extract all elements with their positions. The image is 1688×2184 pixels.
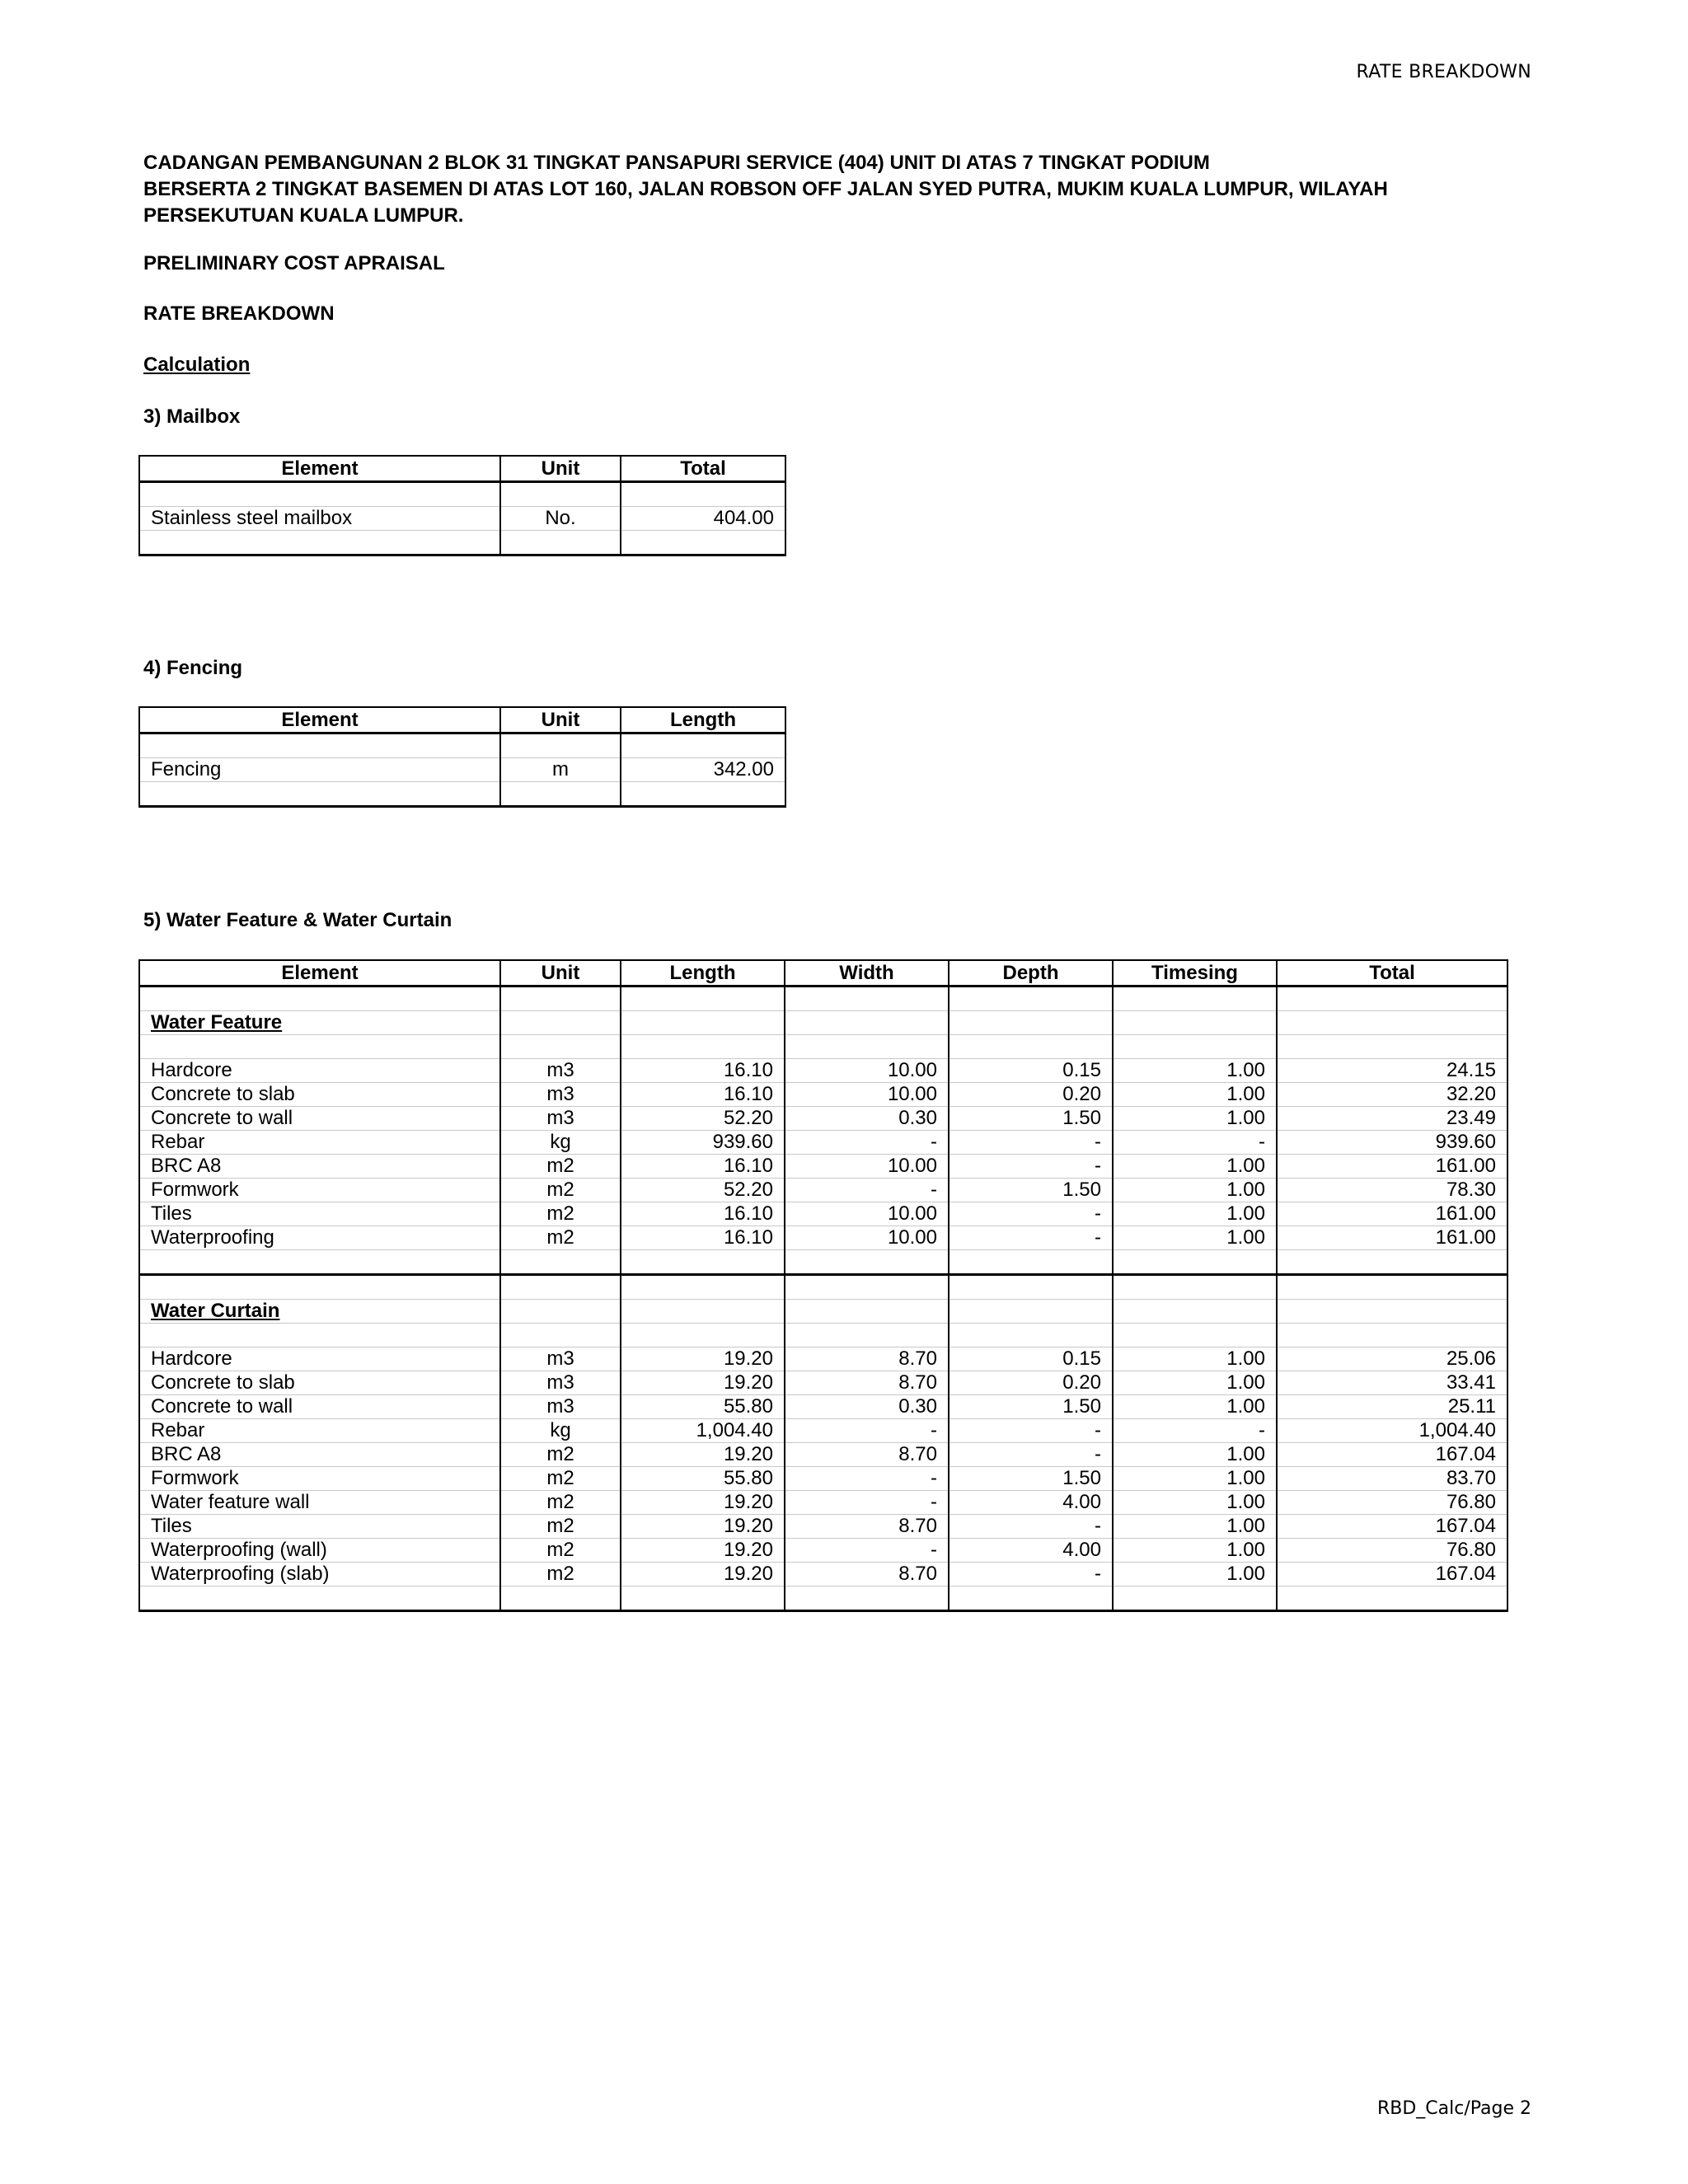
timesing-cell: 1.00	[1113, 1563, 1277, 1586]
total-cell: 161.00	[1277, 1226, 1507, 1250]
timesing-cell: 1.00	[1113, 1155, 1277, 1179]
unit-cell: No.	[500, 507, 621, 531]
element-cell: Tiles	[139, 1202, 500, 1226]
unit-cell: m2	[500, 1491, 621, 1515]
total-cell: 32.20	[1277, 1083, 1507, 1107]
depth-cell: -	[949, 1515, 1113, 1539]
width-cell: -	[785, 1491, 949, 1515]
depth-cell: 1.50	[949, 1107, 1113, 1131]
element-cell: Concrete to wall	[139, 1395, 500, 1419]
total-cell: 25.11	[1277, 1395, 1507, 1419]
column-header: Total	[1277, 960, 1507, 987]
unit-cell: m3	[500, 1083, 621, 1107]
width-cell: 0.30	[785, 1107, 949, 1131]
element-cell: Concrete to wall	[139, 1107, 500, 1131]
unit-cell: m2	[500, 1467, 621, 1491]
element-cell: Formwork	[139, 1179, 500, 1202]
depth-cell: -	[949, 1443, 1113, 1467]
table-row	[139, 1155, 1507, 1179]
depth-cell: 4.00	[949, 1491, 1113, 1515]
column-header: Element	[139, 456, 500, 482]
mailbox-table	[138, 455, 786, 556]
total-cell: 23.49	[1277, 1107, 1507, 1131]
width-cell: -	[785, 1539, 949, 1563]
unit-cell: m3	[500, 1347, 621, 1371]
total-cell: 76.80	[1277, 1539, 1507, 1563]
table-row	[139, 1107, 1507, 1131]
element-cell: Rebar	[139, 1419, 500, 1443]
unit-cell: m3	[500, 1395, 621, 1419]
table-row	[139, 1539, 1507, 1563]
water-heading: 5) Water Feature & Water Curtain	[143, 909, 452, 931]
total-cell: 161.00	[1277, 1155, 1507, 1179]
total-cell: 78.30	[1277, 1179, 1507, 1202]
timesing-cell: 1.00	[1113, 1347, 1277, 1371]
element-cell: Waterproofing	[139, 1226, 500, 1250]
element-cell: Water feature wall	[139, 1491, 500, 1515]
width-cell: 8.70	[785, 1347, 949, 1371]
total-cell: 1,004.40	[1277, 1419, 1507, 1443]
length-cell: 16.10	[621, 1155, 785, 1179]
width-cell: 10.00	[785, 1226, 949, 1250]
total-cell: 33.41	[1277, 1371, 1507, 1395]
element-cell: Fencing	[139, 758, 500, 782]
total-cell: 25.06	[1277, 1347, 1507, 1371]
element-cell: BRC A8	[139, 1443, 500, 1467]
total-cell: 24.15	[1277, 1059, 1507, 1083]
unit-cell: kg	[500, 1419, 621, 1443]
unit-cell: m2	[500, 1155, 621, 1179]
total-cell: 83.70	[1277, 1467, 1507, 1491]
depth-cell: 4.00	[949, 1539, 1113, 1563]
table-row	[139, 1131, 1507, 1155]
width-cell: 10.00	[785, 1083, 949, 1107]
length-cell: 342.00	[621, 758, 785, 782]
unit-cell: m2	[500, 1443, 621, 1467]
table-row	[139, 1515, 1507, 1539]
width-cell: 0.30	[785, 1395, 949, 1419]
depth-cell: -	[949, 1419, 1113, 1443]
table-row	[139, 1347, 1507, 1371]
total-cell: 167.04	[1277, 1443, 1507, 1467]
table-row	[139, 1491, 1507, 1515]
column-header: Width	[785, 960, 949, 987]
timesing-cell: 1.00	[1113, 1179, 1277, 1202]
length-cell: 939.60	[621, 1131, 785, 1155]
column-header: Unit	[500, 707, 621, 733]
width-cell: 8.70	[785, 1563, 949, 1586]
element-cell: Rebar	[139, 1131, 500, 1155]
timesing-cell: 1.00	[1113, 1467, 1277, 1491]
table-row	[139, 1467, 1507, 1491]
element-cell: Hardcore	[139, 1059, 500, 1083]
timesing-cell: 1.00	[1113, 1371, 1277, 1395]
table-row	[139, 507, 785, 531]
depth-cell: 0.20	[949, 1083, 1113, 1107]
table-row	[139, 1226, 1507, 1250]
unit-cell: m	[500, 758, 621, 782]
element-cell: Concrete to slab	[139, 1371, 500, 1395]
timesing-cell: 1.00	[1113, 1539, 1277, 1563]
width-cell: -	[785, 1179, 949, 1202]
element-cell: Hardcore	[139, 1347, 500, 1371]
column-header: Length	[621, 960, 785, 987]
depth-cell: -	[949, 1563, 1113, 1586]
mailbox-heading: 3) Mailbox	[143, 405, 241, 428]
depth-cell: -	[949, 1226, 1113, 1250]
column-header: Element	[139, 960, 500, 987]
unit-cell: m3	[500, 1059, 621, 1083]
table-row	[139, 1371, 1507, 1395]
unit-cell: m3	[500, 1371, 621, 1395]
table-row	[139, 1395, 1507, 1419]
table-row	[139, 1443, 1507, 1467]
length-cell: 19.20	[621, 1347, 785, 1371]
project-title-line: CADANGAN PEMBANGUNAN 2 BLOK 31 TINGKAT PANSAPURI SERVICE (404) UNIT DI ATAS 7 TINGKAT PODIUM	[143, 152, 1210, 174]
timesing-cell: 1.00	[1113, 1202, 1277, 1226]
timesing-cell: 1.00	[1113, 1515, 1277, 1539]
length-cell: 52.20	[621, 1107, 785, 1131]
project-title-line: BERSERTA 2 TINGKAT BASEMEN DI ATAS LOT 160, JALAN ROBSON OFF JALAN SYED PUTRA, MUKIM KUALA LUMPUR, WILAYAH	[143, 178, 1388, 200]
total-cell: 404.00	[621, 507, 785, 531]
project-title-line: PERSEKUTUAN KUALA LUMPUR.	[143, 204, 464, 227]
unit-cell: m2	[500, 1179, 621, 1202]
element-cell: Waterproofing (wall)	[139, 1539, 500, 1563]
unit-cell: m2	[500, 1539, 621, 1563]
timesing-cell: 1.00	[1113, 1059, 1277, 1083]
length-cell: 16.10	[621, 1226, 785, 1250]
length-cell: 55.80	[621, 1467, 785, 1491]
column-header: Timesing	[1113, 960, 1277, 987]
depth-cell: -	[949, 1131, 1113, 1155]
total-cell: 76.80	[1277, 1491, 1507, 1515]
column-header: Element	[139, 707, 500, 733]
depth-cell: 0.15	[949, 1347, 1113, 1371]
total-cell: 167.04	[1277, 1563, 1507, 1586]
width-cell: -	[785, 1467, 949, 1491]
column-header: Depth	[949, 960, 1113, 987]
length-cell: 16.10	[621, 1083, 785, 1107]
length-cell: 19.20	[621, 1563, 785, 1586]
unit-cell: m2	[500, 1515, 621, 1539]
timesing-cell: -	[1113, 1131, 1277, 1155]
subtitle: PRELIMINARY COST APRAISAL	[143, 252, 445, 274]
timesing-cell: 1.00	[1113, 1491, 1277, 1515]
length-cell: 19.20	[621, 1371, 785, 1395]
column-header: Length	[621, 707, 785, 733]
width-cell: 10.00	[785, 1155, 949, 1179]
length-cell: 16.10	[621, 1202, 785, 1226]
table-row	[139, 1083, 1507, 1107]
total-cell: 939.60	[1277, 1131, 1507, 1155]
element-cell: Formwork	[139, 1467, 500, 1491]
length-cell: 55.80	[621, 1395, 785, 1419]
length-cell: 19.20	[621, 1443, 785, 1467]
width-cell: 8.70	[785, 1515, 949, 1539]
page-footer: RBD_Calc/Page 2	[1376, 2098, 1531, 2119]
element-cell: BRC A8	[139, 1155, 500, 1179]
timesing-cell: 1.00	[1113, 1107, 1277, 1131]
section-title: RATE BREAKDOWN	[143, 302, 335, 325]
depth-cell: -	[949, 1155, 1113, 1179]
depth-cell: 1.50	[949, 1179, 1113, 1202]
timesing-cell: 1.00	[1113, 1443, 1277, 1467]
width-cell: 10.00	[785, 1059, 949, 1083]
table-row	[139, 1202, 1507, 1226]
table-row	[139, 1059, 1507, 1083]
column-header: Unit	[500, 960, 621, 987]
depth-cell: 1.50	[949, 1395, 1113, 1419]
project-title	[143, 150, 1503, 229]
timesing-cell: 1.00	[1113, 1226, 1277, 1250]
table-row	[139, 1179, 1507, 1202]
timesing-cell: -	[1113, 1419, 1277, 1443]
depth-cell: -	[949, 1202, 1113, 1226]
length-cell: 19.20	[621, 1539, 785, 1563]
length-cell: 16.10	[621, 1059, 785, 1083]
water-curtain-title: Water Curtain	[151, 1300, 280, 1322]
element-cell: Tiles	[139, 1515, 500, 1539]
water-table	[138, 959, 1508, 1612]
column-header: Unit	[500, 456, 621, 482]
water-feature-title: Water Feature	[151, 1011, 283, 1033]
width-cell: 8.70	[785, 1443, 949, 1467]
fencing-table	[138, 706, 786, 808]
element-cell: Waterproofing (slab)	[139, 1563, 500, 1586]
timesing-cell: 1.00	[1113, 1083, 1277, 1107]
depth-cell: 0.20	[949, 1371, 1113, 1395]
total-cell: 167.04	[1277, 1515, 1507, 1539]
unit-cell: m2	[500, 1226, 621, 1250]
unit-cell: m2	[500, 1563, 621, 1586]
total-cell: 161.00	[1277, 1202, 1507, 1226]
unit-cell: m3	[500, 1107, 621, 1131]
timesing-cell: 1.00	[1113, 1395, 1277, 1419]
width-cell: 10.00	[785, 1202, 949, 1226]
length-cell: 52.20	[621, 1179, 785, 1202]
calculation-label: Calculation	[143, 354, 251, 376]
table-row	[139, 1563, 1507, 1586]
unit-cell: kg	[500, 1131, 621, 1155]
column-header: Total	[621, 456, 785, 482]
element-cell: Concrete to slab	[139, 1083, 500, 1107]
unit-cell: m2	[500, 1202, 621, 1226]
element-cell: Stainless steel mailbox	[139, 507, 500, 531]
table-row	[139, 1419, 1507, 1443]
depth-cell: 1.50	[949, 1467, 1113, 1491]
fencing-heading: 4) Fencing	[143, 657, 243, 679]
width-cell: -	[785, 1131, 949, 1155]
length-cell: 19.20	[621, 1515, 785, 1539]
depth-cell: 0.15	[949, 1059, 1113, 1083]
width-cell: -	[785, 1419, 949, 1443]
page-header: RATE BREAKDOWN	[1356, 62, 1531, 82]
table-row	[139, 758, 785, 782]
length-cell: 1,004.40	[621, 1419, 785, 1443]
width-cell: 8.70	[785, 1371, 949, 1395]
length-cell: 19.20	[621, 1491, 785, 1515]
